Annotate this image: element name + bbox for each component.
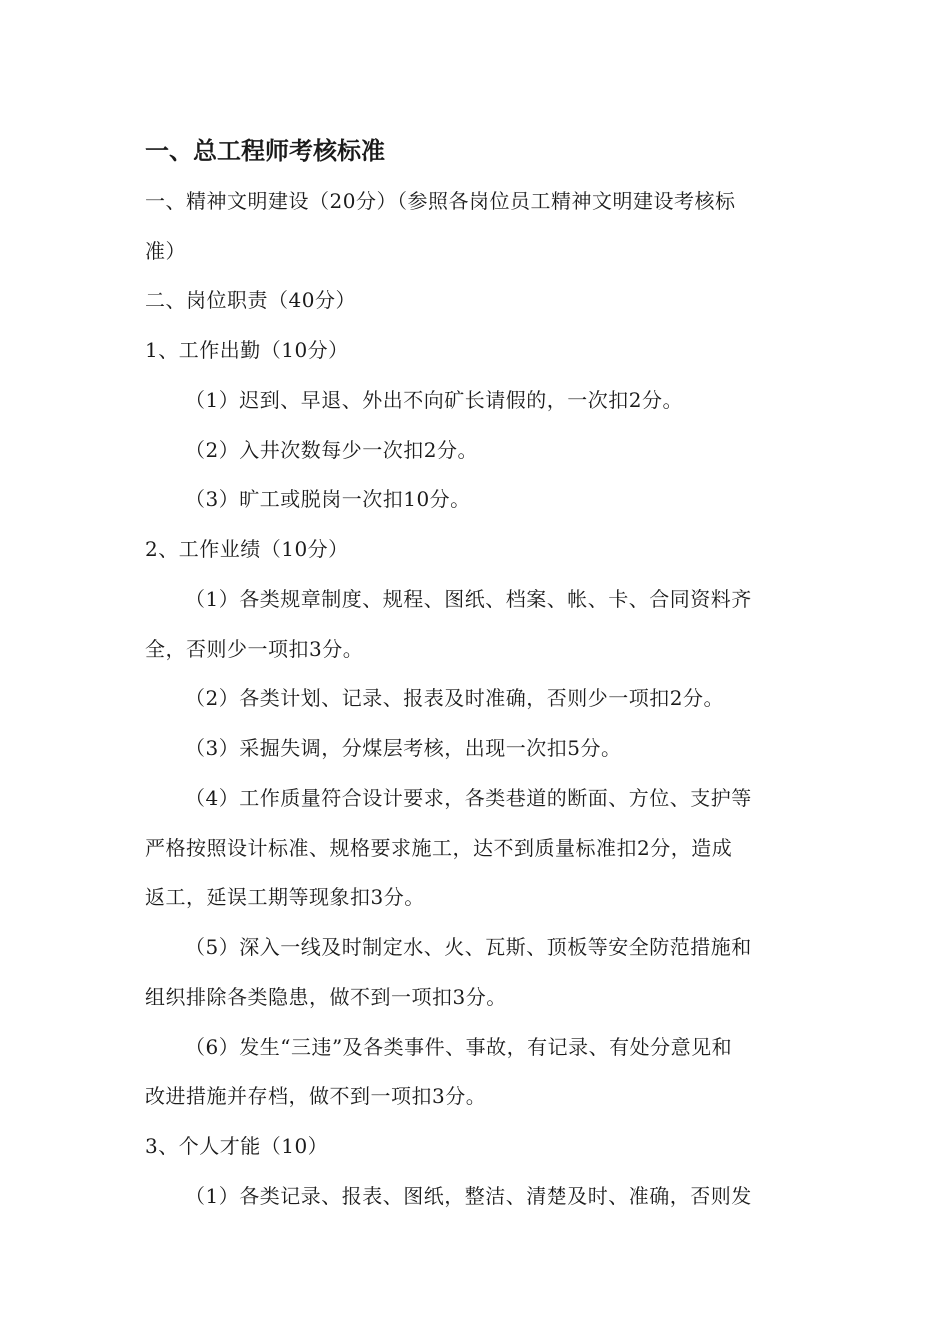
- list-item: （3）采掘失调，分煤层考核，出现一次扣5分。: [185, 736, 622, 760]
- list-item: （6）发生“三违”及各类事件、事故，有记录、有处分意见和: [185, 1035, 733, 1059]
- list-item: （1）各类记录、报表、图纸，整洁、清楚及时、准确，否则发: [185, 1184, 752, 1208]
- document-title: 一、总工程师考核标准: [145, 136, 385, 165]
- list-item: （3）旷工或脱岗一次扣10分。: [185, 487, 471, 511]
- section-heading: 一、精神文明建设（20分）（参照各岗位员工精神文明建设考核标: [145, 189, 736, 213]
- subsection-heading: 2、工作业绩（10分）: [145, 537, 349, 561]
- subsection-heading: 1、工作出勤（10分）: [145, 338, 349, 362]
- text-line: 准）: [145, 239, 186, 263]
- text-line: 全，否则少一项扣3分。: [145, 637, 364, 661]
- list-item: （1）迟到、早退、外出不向矿长请假的，一次扣2分。: [185, 388, 683, 412]
- list-item: （2）各类计划、记录、报表及时准确，否则少一项扣2分。: [185, 686, 724, 710]
- text-line: 组织排除各类隐患，做不到一项扣3分。: [145, 985, 507, 1009]
- text-line: 严格按照设计标准、规格要求施工，达不到质量标准扣2分，造成: [145, 836, 733, 860]
- subsection-heading: 3、个人才能（10）: [145, 1134, 329, 1158]
- list-item: （2）入井次数每少一次扣2分。: [185, 438, 478, 462]
- list-item: （4）工作质量符合设计要求，各类巷道的断面、方位、支护等: [185, 786, 752, 810]
- section-heading: 二、岗位职责（40分）: [145, 288, 356, 312]
- list-item: （5）深入一线及时制定水、火、瓦斯、顶板等安全防范措施和: [185, 935, 752, 959]
- text-line: 改进措施并存档，做不到一项扣3分。: [145, 1084, 487, 1108]
- text-line: 返工，延误工期等现象扣3分。: [145, 885, 425, 909]
- list-item: （1）各类规章制度、规程、图纸、档案、帐、卡、合同资料齐: [185, 587, 752, 611]
